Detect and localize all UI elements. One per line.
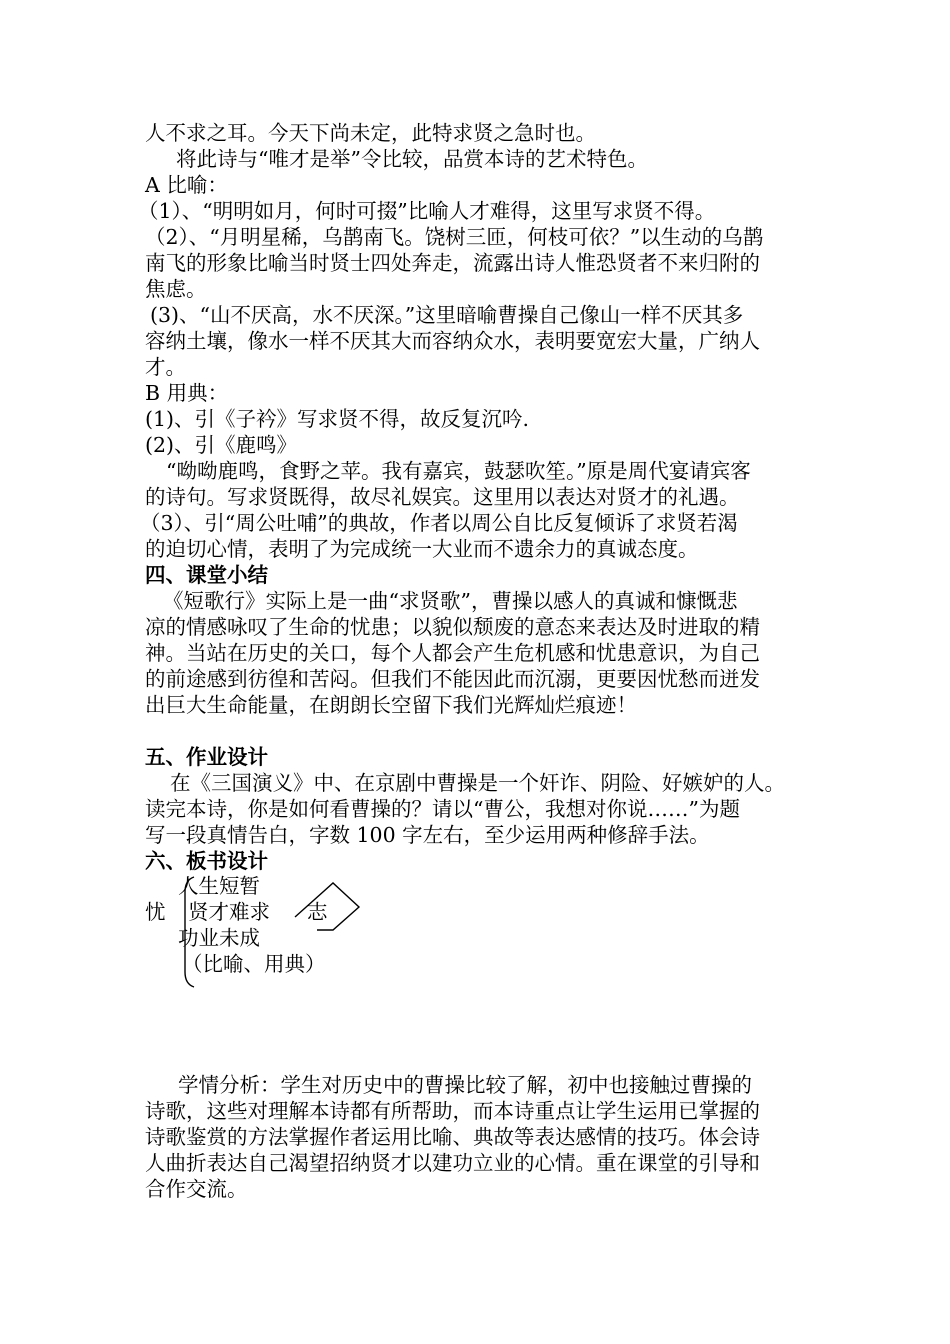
text-line: “呦呦鹿鸣，食野之苹。我有嘉宾，鼓瑟吹笙。”原是周代宴请宾客 <box>166 459 751 483</box>
text-line: 写一段真情告白，字数 100 字左右，至少运用两种修辞手法。 <box>145 823 710 847</box>
text-line: 容纳土壤，像水一样不厌其大而容纳众水，表明要宽宏大量，广纳人 <box>145 329 760 353</box>
text-line: B 用典： <box>145 381 229 405</box>
text-line: 才。 <box>145 355 186 379</box>
section-heading: 四、课堂小结 <box>145 563 268 587</box>
text-line: (2)、引《鹿鸣》 <box>145 433 298 457</box>
board-item: 功业未成 <box>178 926 260 950</box>
board-item: 贤才难求 <box>188 900 270 924</box>
text-line: 《短歌行》实际上是一曲“求贤歌”，曹操以感人的真诚和慷慨悲 <box>163 589 738 613</box>
text-line: 神。当站在历史的关口，每个人都会产生危机感和忧患意识，为自己 <box>145 641 760 665</box>
text-line: 将此诗与“唯才是举”令比较，品赏本诗的艺术特色。 <box>176 147 648 171</box>
right-arrow <box>295 883 359 930</box>
board-item: 人生短暂 <box>178 874 260 898</box>
text-line: 读完本诗，你是如何看曹操的？请以“曹公，我想对你说……”为题 <box>145 797 740 821</box>
text-line: 的前途感到彷徨和苦闷。但我们不能因此而沉溺，更要因忧愁而迸发 <box>145 667 760 691</box>
board-right-label: 志 <box>307 900 328 924</box>
text-line: （3）、引“周公吐哺”的典故，作者以周公自比反复倾诉了求贤若渴 <box>140 511 738 535</box>
text-line: 凉的情感咏叹了生命的忧患；以貌似颓废的意态来表达及时进取的精 <box>145 615 760 639</box>
text-line: 焦虑。 <box>145 277 207 301</box>
left-brace <box>185 877 194 987</box>
text-line: 诗歌，这些对理解本诗都有所帮助，而本诗重点让学生运用已掌握的 <box>145 1099 760 1123</box>
board-item: （比喻、用典） <box>182 952 326 976</box>
text-line: 诗歌鉴赏的方法掌握作者运用比喻、典故等表达感情的技巧。体会诗 <box>145 1125 760 1149</box>
text-line: 人不求之耳。今天下尚未定，此特求贤之急时也。 <box>145 121 596 145</box>
text-line: (1)、引《子衿》写求贤不得，故反复沉吟. <box>145 407 530 431</box>
text-line: （2）、“月明星稀，乌鹊南飞。饶树三匝，何枝可依？”以生动的乌鹊 <box>145 225 764 249</box>
text-line: A 比喻： <box>145 173 228 197</box>
text-line: 学情分析：学生对历史中的曹操比较了解，初中也接触过曹操的 <box>178 1073 752 1097</box>
text-line: (3)、“山不厌高，水不厌深。”这里暗喻曹操自己像山一样不厌其多 <box>150 303 744 327</box>
section-heading: 六、板书设计 <box>145 849 268 873</box>
text-line: 南飞的形象比喻当时贤士四处奔走，流露出诗人惟恐贤者不来归附的 <box>145 251 760 275</box>
text-line: 出巨大生命能量，在朗朗长空留下我们光辉灿烂痕迹！ <box>145 693 637 717</box>
text-line: 人曲折表达自己渴望招纳贤才以建功立业的心情。重在课堂的引导和 <box>145 1151 760 1175</box>
section-heading: 五、作业设计 <box>145 745 268 769</box>
text-line: 合作交流。 <box>145 1177 248 1201</box>
text-line: 在《三国演义》中、在京剧中曹操是一个奸诈、阴险、好嫉妒的人。 <box>170 771 785 795</box>
board-left-label: 忧 <box>145 900 166 924</box>
text-line: （1）、“明明如月，何时可掇”比喻人才难得，这里写求贤不得。 <box>138 199 716 223</box>
text-line: 的诗句。写求贤既得，故尽礼娱宾。这里用以表达对贤才的礼遇。 <box>145 485 740 509</box>
text-line: 的迫切心情，表明了为完成统一大业而不遗余力的真诚态度。 <box>145 537 699 561</box>
